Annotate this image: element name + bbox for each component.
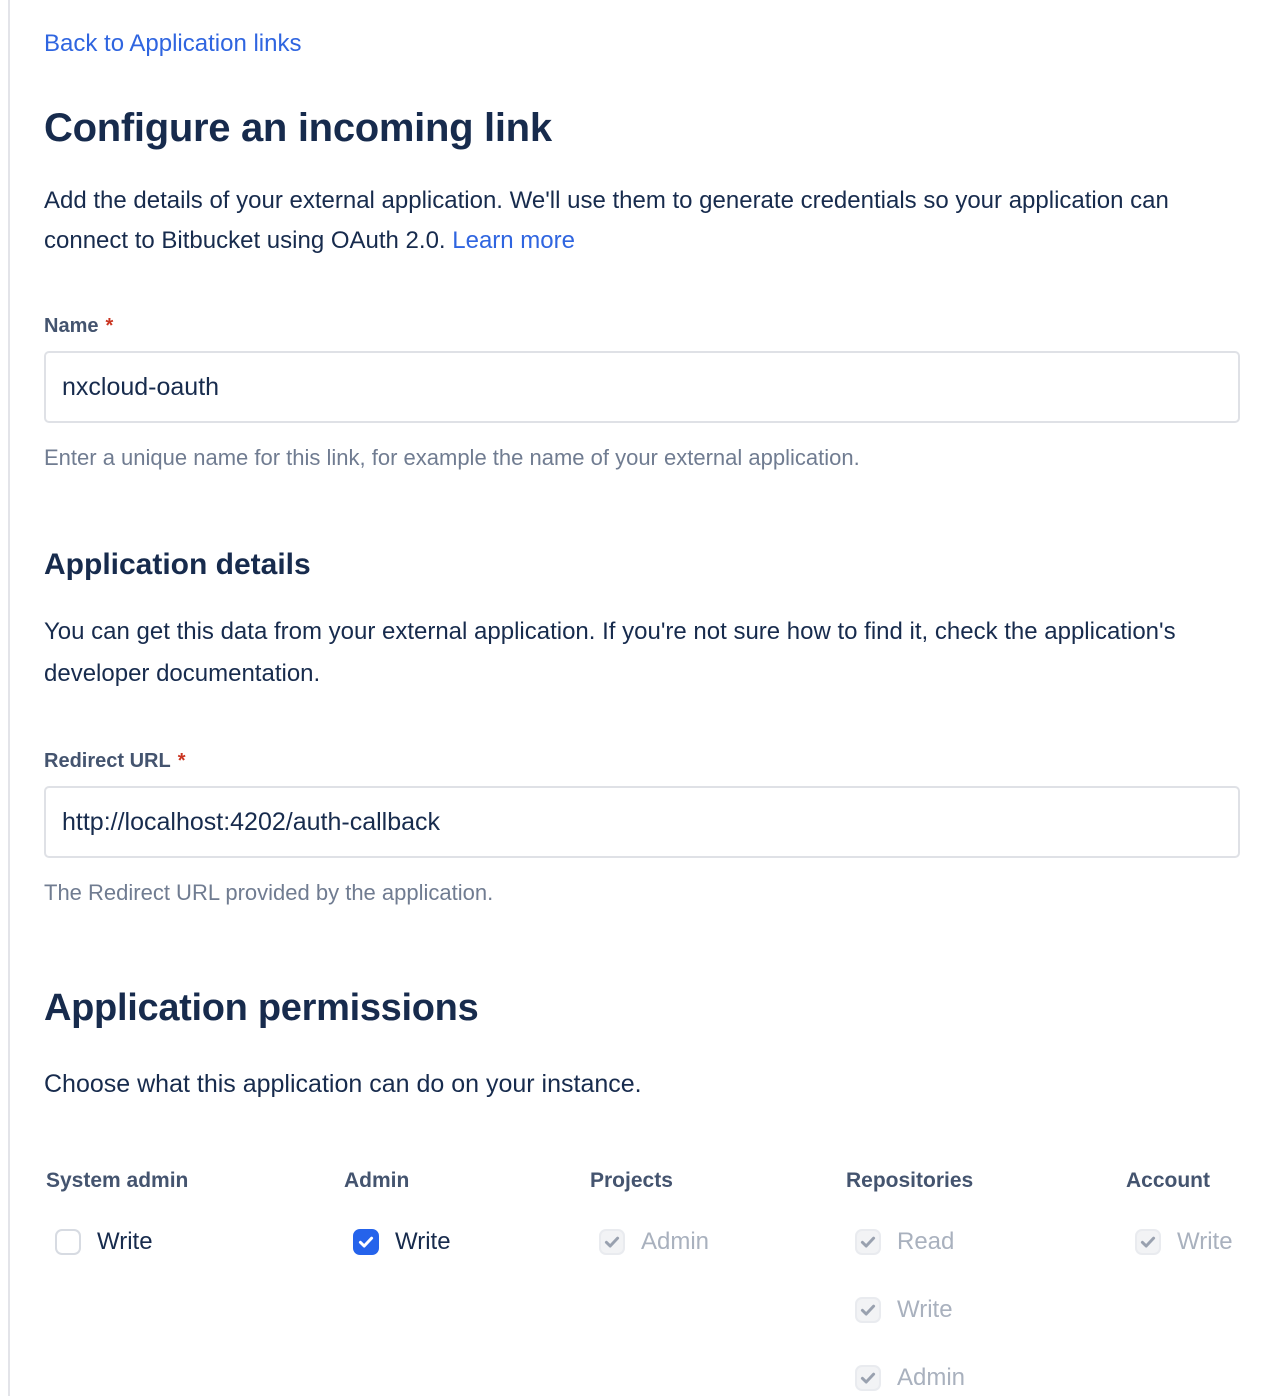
application-details-heading: Application details bbox=[44, 548, 311, 581]
permission-option-label: Write bbox=[1177, 1228, 1233, 1255]
permission-option-label: Admin bbox=[897, 1364, 966, 1391]
checkbox-unchecked-icon[interactable] bbox=[55, 1229, 81, 1255]
permission-options bbox=[846, 1227, 1126, 1393]
back-to-application-links-link[interactable]: Back to Application links bbox=[44, 30, 302, 57]
permission-column-system-admin bbox=[46, 1168, 344, 1257]
permission-options bbox=[590, 1227, 846, 1257]
check-icon bbox=[859, 1369, 877, 1387]
permission-option-projects-admin bbox=[599, 1227, 846, 1257]
permission-column-header: System admin bbox=[46, 1169, 189, 1192]
check-icon bbox=[1139, 1233, 1157, 1251]
permission-column-admin bbox=[344, 1168, 590, 1257]
permission-options bbox=[1126, 1227, 1233, 1257]
permission-column-header: Account bbox=[1126, 1169, 1210, 1192]
permission-option-account-write bbox=[1135, 1227, 1233, 1257]
name-helper-text: Enter a unique name for this link, for example the name of your external application. bbox=[44, 445, 860, 470]
permission-column-repositories bbox=[846, 1168, 1126, 1393]
checkbox-checked-disabled-icon bbox=[855, 1365, 881, 1391]
permission-option-label: Write bbox=[897, 1296, 953, 1323]
permission-option-admin-write[interactable] bbox=[353, 1227, 590, 1257]
permission-option-label: Write bbox=[395, 1228, 451, 1255]
redirect-url-input[interactable] bbox=[44, 786, 1240, 858]
permission-options bbox=[344, 1227, 590, 1257]
name-input[interactable] bbox=[44, 351, 1240, 423]
permission-column-header: Admin bbox=[344, 1169, 410, 1192]
page-title: Configure an incoming link bbox=[44, 106, 552, 150]
permission-column-projects bbox=[590, 1168, 846, 1257]
permission-column-header: Repositories bbox=[846, 1169, 974, 1192]
intro-paragraph bbox=[44, 181, 1224, 261]
application-details-description: You can get this data from your external application. If you're not sure how to find it, check the application's developer documentation. bbox=[44, 618, 1176, 687]
checkbox-checked-disabled-icon bbox=[855, 1229, 881, 1255]
check-icon bbox=[859, 1233, 877, 1251]
checkbox-checked-disabled-icon bbox=[855, 1297, 881, 1323]
intro-text: Add the details of your external application. We'll use them to generate credentials so your application can connect to Bitbucket using OAuth 2.0. bbox=[44, 187, 1169, 254]
required-asterisk: * bbox=[105, 315, 114, 337]
redirect-url-label: Redirect URL bbox=[44, 750, 171, 772]
permission-option-label: Write bbox=[97, 1228, 153, 1255]
learn-more-link[interactable]: Learn more bbox=[452, 227, 575, 254]
redirect-url-label-row bbox=[44, 749, 1240, 773]
permission-option-repositories-write bbox=[855, 1295, 1126, 1325]
redirect-url-helper-text: The Redirect URL provided by the application. bbox=[44, 880, 494, 905]
left-panel-divider bbox=[8, 0, 10, 1396]
permission-option-label: Admin bbox=[641, 1228, 710, 1255]
application-permissions-description: Choose what this application can do on your instance. bbox=[44, 1070, 642, 1098]
permission-options bbox=[46, 1227, 344, 1257]
check-icon bbox=[859, 1301, 877, 1319]
checkbox-checked-disabled-icon bbox=[1135, 1229, 1161, 1255]
check-icon bbox=[357, 1233, 375, 1251]
permission-option-repositories-read bbox=[855, 1227, 1126, 1257]
checkbox-checked-icon[interactable] bbox=[353, 1229, 379, 1255]
name-field-label-row bbox=[44, 314, 1240, 338]
permission-option-system-admin-write[interactable] bbox=[55, 1227, 344, 1257]
permission-option-repositories-admin bbox=[855, 1363, 1126, 1393]
check-icon bbox=[603, 1233, 621, 1251]
required-asterisk: * bbox=[177, 750, 186, 772]
permission-column-account bbox=[1126, 1168, 1233, 1257]
permissions-grid bbox=[44, 1168, 1240, 1393]
checkbox-checked-disabled-icon bbox=[599, 1229, 625, 1255]
permission-column-header: Projects bbox=[590, 1169, 673, 1192]
application-permissions-heading: Application permissions bbox=[44, 987, 479, 1029]
permission-option-label: Read bbox=[897, 1228, 955, 1255]
name-field-label: Name bbox=[44, 315, 99, 337]
